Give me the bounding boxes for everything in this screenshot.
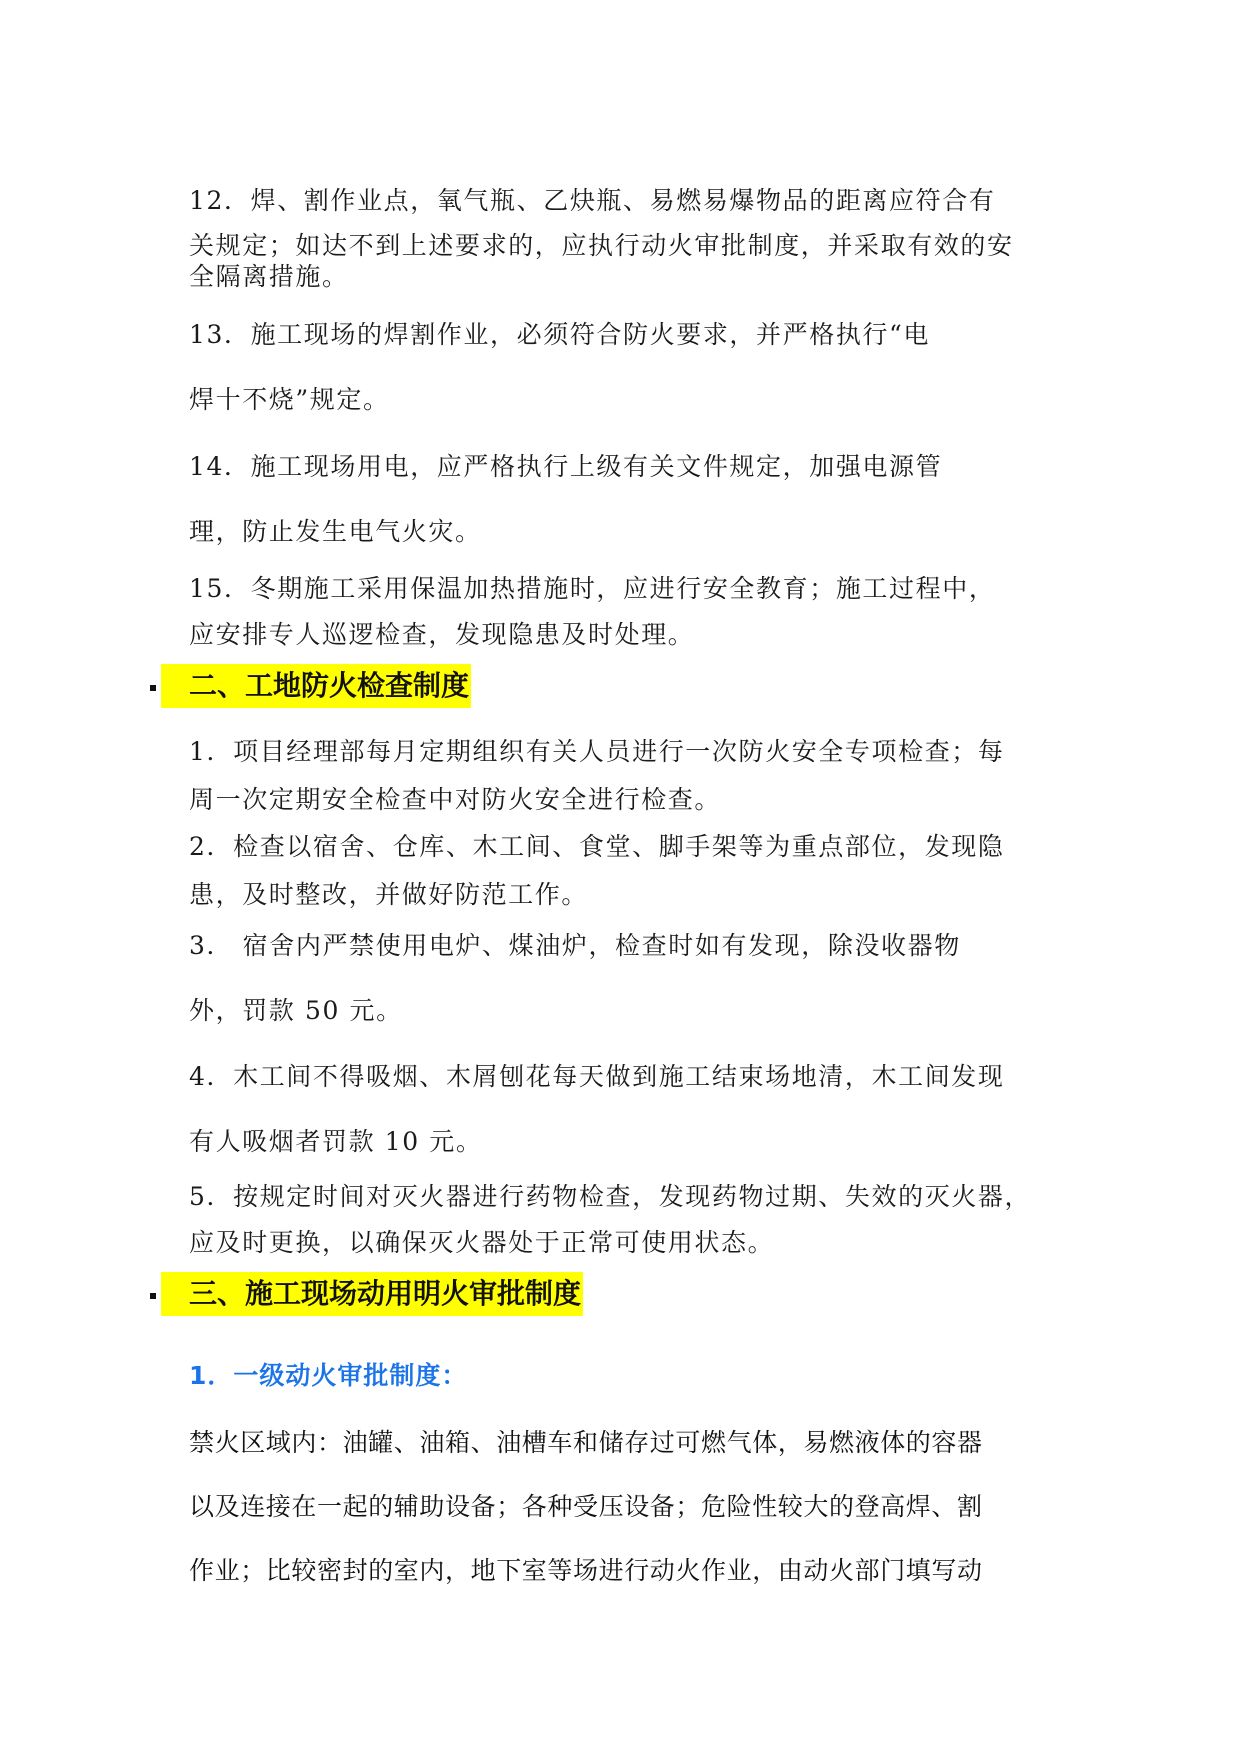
section-heading-text: 三、施工现场动用明火审批制度 [161,1272,583,1316]
text-line: 有人吸烟者罚款 10 元。 [189,1127,483,1156]
text-line: 15．冬期施工采用保温加热措施时，应进行安全教育；施工过程中， [189,574,996,603]
list-item-12 [189,178,1064,299]
list-item-3 [189,913,1064,1043]
list-item-15 [189,566,1064,658]
text-line: 禁火区域内：油罐、油箱、油槽车和储存过可燃气体，易燃液体的容器 [189,1428,983,1457]
text-line: 应及时更换，以确保灭火器处于正常可使用状态。 [189,1228,775,1257]
text-line: 患，及时整改，并做好防范工作。 [189,880,589,909]
list-item-1 [189,728,1064,824]
paragraph [189,1411,1064,1603]
text-line: 2．检查以宿舍、仓库、木工间、食堂、脚手架等为重点部位，发现隐 [189,832,1005,861]
text-line: 关规定；如达不到上述要求的，应执行动火审批制度，并采取有效的安 [189,231,1014,260]
section-heading-text: 二、工地防火检查制度 [161,664,471,708]
bullet-icon [150,685,156,691]
text-line: 应安排专人巡逻检查，发现隐患及时处理。 [189,620,695,649]
bullet-icon [150,1293,156,1299]
text-line: 4．木工间不得吸烟、木屑刨花每天做到施工结束场地清，木工间发现 [189,1062,1005,1091]
text-line: 理，防止发生电气火灾。 [189,517,482,546]
text-line: 外，罚款 50 元。 [189,996,403,1025]
text-line: 全隔离措施。 [189,262,349,291]
list-item-5 [189,1174,1064,1266]
list-item-13 [189,302,1064,432]
list-item-4 [189,1044,1064,1174]
text-line: 焊十不烧”规定。 [189,385,390,414]
text-line: 5．按规定时间对灭火器进行药物检查，发现药物过期、失效的灭火器， [189,1182,1032,1211]
text-line: 1．项目经理部每月定期组织有关人员进行一次防火安全专项检查；每 [189,737,1005,766]
text-line: 周一次定期安全检查中对防火安全进行检查。 [189,785,722,814]
text-line: 作业；比较密封的室内，地下室等场进行动火作业，由动火部门填写动 [189,1556,983,1585]
list-item-14 [189,434,1064,564]
text-line: 13．施工现场的焊割作业，必须符合防火要求，并严格执行“电 [189,320,930,349]
text-line: 以及连接在一起的辅助设备；各种受压设备；危险性较大的登高焊、割 [189,1492,983,1521]
text-line: 14．施工现场用电，应严格执行上级有关文件规定，加强电源管 [189,452,943,481]
list-item-2 [189,823,1064,919]
text-line: 3． 宿舍内严禁使用电炉、煤油炉，检查时如有发现，除没收器物 [189,931,961,960]
text-line: 12．焊、割作业点，氧气瓶、乙炔瓶、易燃易爆物品的距离应符合有 [189,186,996,215]
subheading: 1．一级动火审批制度： [189,1361,468,1390]
